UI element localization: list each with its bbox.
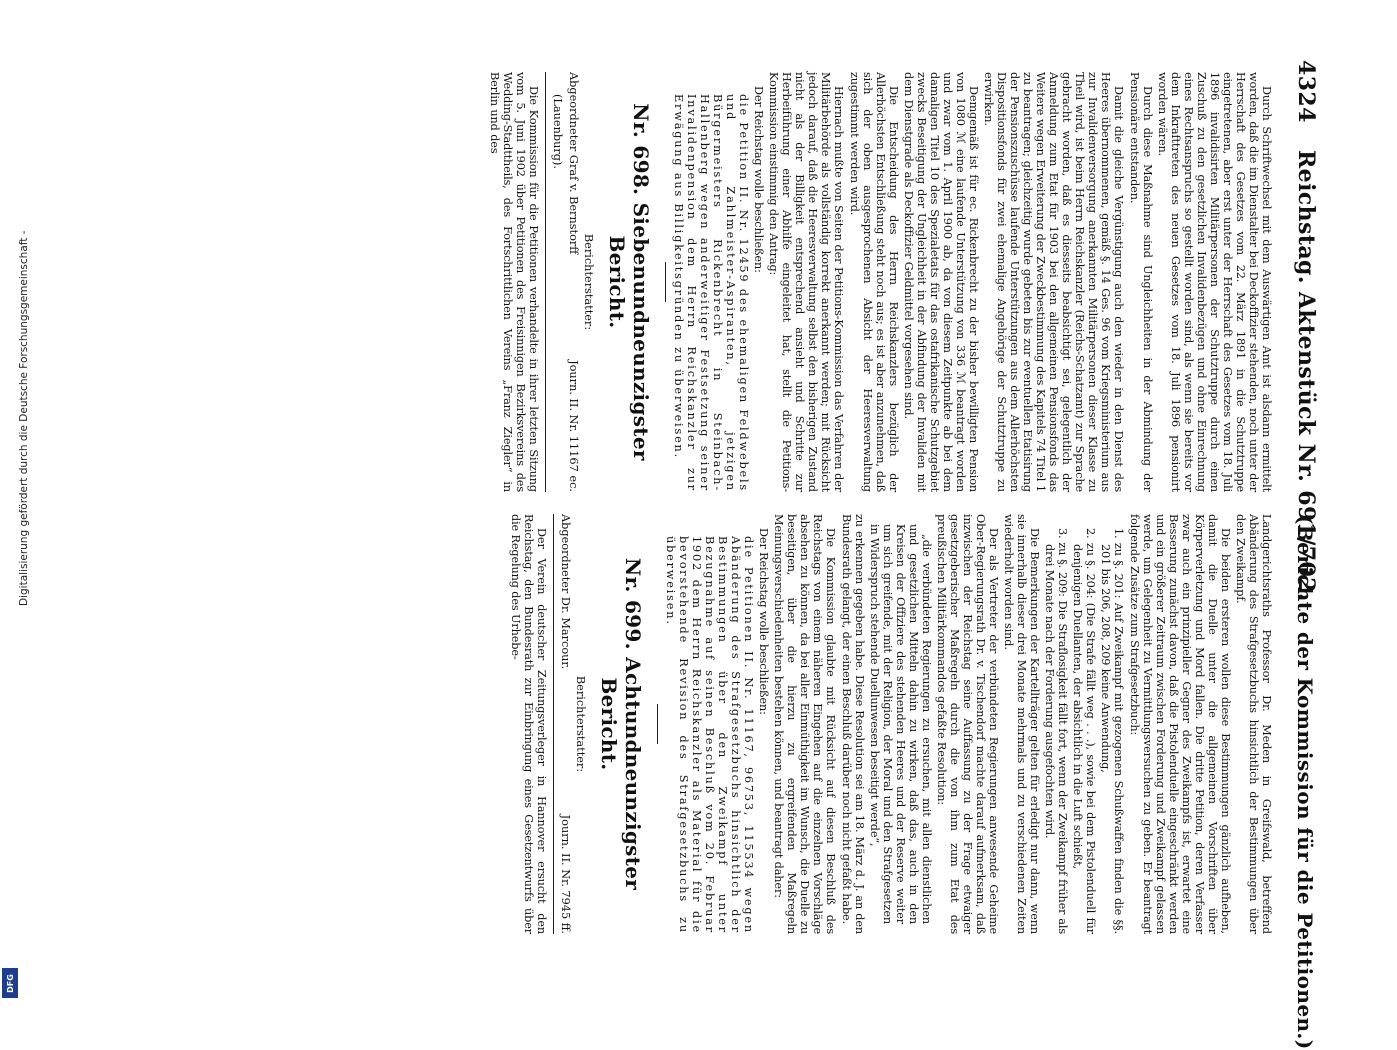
page-number: 4324 xyxy=(1293,60,1319,123)
left-column xyxy=(486,72,1273,492)
paragraph: Der als Vertreter der verbündeten Regierungen anwesende Geheime Ober-Regierungsrath Dr. v. Tischendorf machte darauf aufmerksam, daß inzwischen der Reichstag seine Auffassung zu der Frage etwaiger gesetzgeberischer Maßregeln durch die von ihm zum Etat des preußischen Militärkommandos gefaßte Resolution: xyxy=(934,514,1001,934)
reporter-place: (Lauenburg). xyxy=(550,94,564,170)
reporter-line xyxy=(559,514,572,934)
page-header xyxy=(1285,60,1319,1050)
paragraph: Hiernach mußte von Seiten der Petitions-Kommission das Verfahren der Militärbehörde als vollständig korrekt anerkannt werden; mit Rücksicht jedoch darauf, daß die Heeresverwaltung selbst den bisherigen Zustand nicht als der Billigkeit entsprechend ansieht und Schritte zur Herbeiführung einer Abhilfe eingeleitet hat, stellt die Petitions-Kommission einstimmig den Antrag: xyxy=(767,72,846,492)
resolution-intro: Der Reichstag wolle beschließen: xyxy=(752,86,766,273)
paragraph: Die beiden ersteren wollen diese Bestimmungen gänzlich aufheben, damit die Duelle unter die allgemeinen Vorschriften über Körperverletzung und Mord fallen. Die dritte Petition, deren Verfasser zwar auch ein prinzipieller Gegner des Zweikampfs ist, erwartet eine Besserung zunächst davon, daß die Pistolenduelle eingeschränkt werden und ein größerer Zeitraum zwischen Forderung und Zweikampf gelassen werde, um Gelegenheit zu Vermittlungsversuchen zu geben. Er beantragt folgende Zusätze zum Strafgesetzbuch: xyxy=(1127,514,1232,934)
list-item: 2. zu §. 204: (Die Strafe fällt weg . . .), sowie bei dem Pistolenduell für denjenigen Duellanten, der absichtlich in die Luft schießt, xyxy=(1071,528,1098,934)
funding-note: Digitalisierung gefördert durch die Deutsche Forschungsgemeinschaft - xyxy=(18,230,30,606)
reporter-journal: Journ. II. Nr. 7945 ff. xyxy=(558,814,572,934)
paragraph: Durch Schriftwechsel mit dem Auswärtigen Amt ist alsdann ermittelt worden, daß die im Dienstalter bei Deckoffizier stehenden, noch unter der Herrschaft des Gesetzes vom 22. März 1891 in die Schutztruppe eingetretenen, aber erst unter der Herrschaft des Gesetzes vom 18. Juli 1896 invalidisirten Militärpersonen der Schutztruppe durch einen Zuschuß zu den gesetzlichen Invalidenbezügen und ohne Einrechnung eines Rechtsanspruchs so gestellt worden sind, als wenn sie bereits vor dem Inkrafttreten des neuen Gesetzes vom 18. Juli 1896 pensionirt worden wären. xyxy=(1155,72,1273,492)
divider xyxy=(657,704,658,744)
paragraph: Die Kommission glaubte mit Rücksicht auf diesen Beschluß des Reichstags von einem näheren Eingehen auf die einzelnen Vorschläge absehen zu können, da bei aller Einmüthigkeit im Wunsch, die Duelle zu beseitigen, über die hierzu zu ergreifenden Maßregeln Meinungsverschiedenheiten bestehen können, und beantragt daher: xyxy=(772,514,838,934)
resolution-text: die Petitionen II. Nr. 11167, 96753, 115534 wegen Abänderung des Strafgesetzbuchs hinsichtlich der Bestimmungen über den Zweikampf unter Bezugnahme auf seinen Beschluß vom 20. Februar 1902 dem Herrn Reichskanzler als Material für die bevorstehende Revision des Strafgesetzbuchs zu überweisen. xyxy=(663,536,756,934)
paragraph: zu erkennen gegeben habe. Diese Resolution sei am 18. März d. J. an den Bundesrath gelangt, der einen Beschluß darüber noch nicht gefaßt habe. xyxy=(839,514,866,934)
dfg-logo xyxy=(2,968,18,998)
reporter-journal: Journ. II. Nr. 11167 ec. xyxy=(566,360,580,492)
reporter-line xyxy=(567,72,580,492)
paragraph: Demgemäß ist für ec. Rickenbrecht zu der bisher bewilligten Pension von 1080 ℳ eine laufende Unterstützung von 336 ℳ beantragt worden und zwar vom 1. April 1900 ab, da von diesem Zeitpunkte ab bei dem damaligen Titel 10 des Spezialetats für das ostafrikanische Schutzgebiet zwecks Beseitigung der Ungleichheit in der Abfindung der Invaliden mit dem Dienstgrade als Deckoffizier Geldmittel vorgesehen sind. xyxy=(901,72,980,492)
right-column xyxy=(507,514,1273,934)
report-title: Nr. 699. Achtundneunzigster Bericht. xyxy=(596,557,645,891)
list-item: 1. zu §. 201: Auf Zweikampf mit gezogenen Schußwaffen finden die §§. 201 bis 206, 208, 209 keine Anwendung, xyxy=(1099,528,1126,934)
paragraph: Durch diese Maßnahme sind Ungleichheiten in der Abmindung der Pensionäre entstanden. xyxy=(1127,72,1154,492)
reporter-label: Berichterstatter: xyxy=(573,675,587,773)
divider xyxy=(665,262,666,302)
divider xyxy=(545,72,546,492)
divider xyxy=(553,514,554,934)
paragraph: Landgerichtsraths Professor Dr. Meden in Greifswald, betreffend Abänderung des Strafgesetzbuchs hinsichtlich der Bestimmungen über den Zweikampf. xyxy=(1233,514,1273,934)
page-subtitle: (Berichte der Kommission für die Petitionen.) xyxy=(1293,515,1317,1050)
paragraph: Der Verein deutscher Zeitungsverleger in Hannover ersucht den Reichstag, den Bundesrath zur Einbringung eines Gesetzentwurfs über die Regelung des Urhebe- xyxy=(508,514,548,934)
reporter-name: Abgeordneter Graf v. Bernstorff xyxy=(566,72,580,255)
paragraph: Die Kommission für die Petitionen verhandelte in ihrer letzten Sitzung vom 5. Juni 1902 über Petitionen des Freisinnigen Bezirksvereins des Wedding-Stadttheils, des Fortschrittlichen Vereins „Franz Ziegler“ in Berlin und des xyxy=(487,72,540,492)
reporter-name: Abgeordneter Dr. Marcour. xyxy=(558,514,572,670)
page-title: Reichstag. Aktenstück Nr. 691/702. xyxy=(1293,150,1319,601)
resolution-text: die Petition II. Nr. 12459 des ehemaligen Feldwebels und Zahlmeister-Aspiranten, jetzigen Bürgermeisters Rickenbrecht in Steinbach-Hallenberg wegen anderweitiger Festsetzung seiner Invalidenpension dem Herrn Reichskanzler zur Erwägung aus Billigkeitsgründen zu überweisen. xyxy=(671,94,751,492)
dfg-logo-text: DFG xyxy=(5,973,15,993)
reporter-label: Berichterstatter: xyxy=(581,233,595,331)
list-item: 3. zu §. 209: Die Straflosigkeit fällt fort, wenn der Zweikampf früher als drei Monate nach der Forderung ausgefochten wird. xyxy=(1043,528,1070,934)
quoted-resolution: „die verbündeten Regierungen zu ersuchen, mit allen dienstlichen und gesetzlichen Mitteln dahin zu wirken, daß das, auch in den Kreisen der Offiziere des stehenden Heeres und der Reserve weiter um sich greifende, mit der Religion, der Moral und den Strafgesetzen in Widerspruch stehende Duellunwesen beseitigt werde“, xyxy=(867,524,933,924)
report-title: Nr. 698. Siebenundneunzigster Bericht. xyxy=(604,103,653,461)
paragraph: Die Bemerkungen der Kartellträger gelten für erledigt nur dann, wenn sie innerhalb dieser drei Monate mehrmals und zu verschiedenen Zeiten wiederholt worden sind. xyxy=(1002,514,1042,934)
resolution-intro: Der Reichstag wolle beschließen: xyxy=(757,528,771,715)
rotated-document-page xyxy=(29,0,1329,1050)
digitization-footer xyxy=(0,0,30,1000)
paragraph: Die Entscheidung des Herrn Reichskanzlers bezüglich der Allerhöchsten Entschließung steht noch aus; es ist aber anzunehmen, daß sich der oben ausgesprochenen Absicht der Heeresverwaltung zugestimmt werden wird. xyxy=(847,72,900,492)
paragraph: Damit die gleiche Vergünstigung auch den wieder in den Dienst des Heeres übernommenen, gemäß §. 14 Ges. 96 vom Kriegsministerium aus zur Invalidenversorgung anerkannten Militärpersonen dieser Klasse zu Theil wird, ist beim Herrn Reichskanzler (Reichs-Schatzamt) zur Sprache gebracht worden, daß es diesseits beabsichtigt sei, gelegentlich der Anmeldung zum Etat für 1903 bei den allgemeinen Pensionsfonds das Weitere wegen Erweiterung der Zweckbestimmung des Kapitels 74 Titel 1 zu beantragen; gleichzeitig wurde gebeten bis zur eventuellen Etatisirung der Pensionszuschüsse laufende Unterstützungen aus dem Allerhöchsten Dispositionsfonds für zwei ehemalige Angehörige der Schutztruppe zu erwirken. xyxy=(982,72,1126,492)
